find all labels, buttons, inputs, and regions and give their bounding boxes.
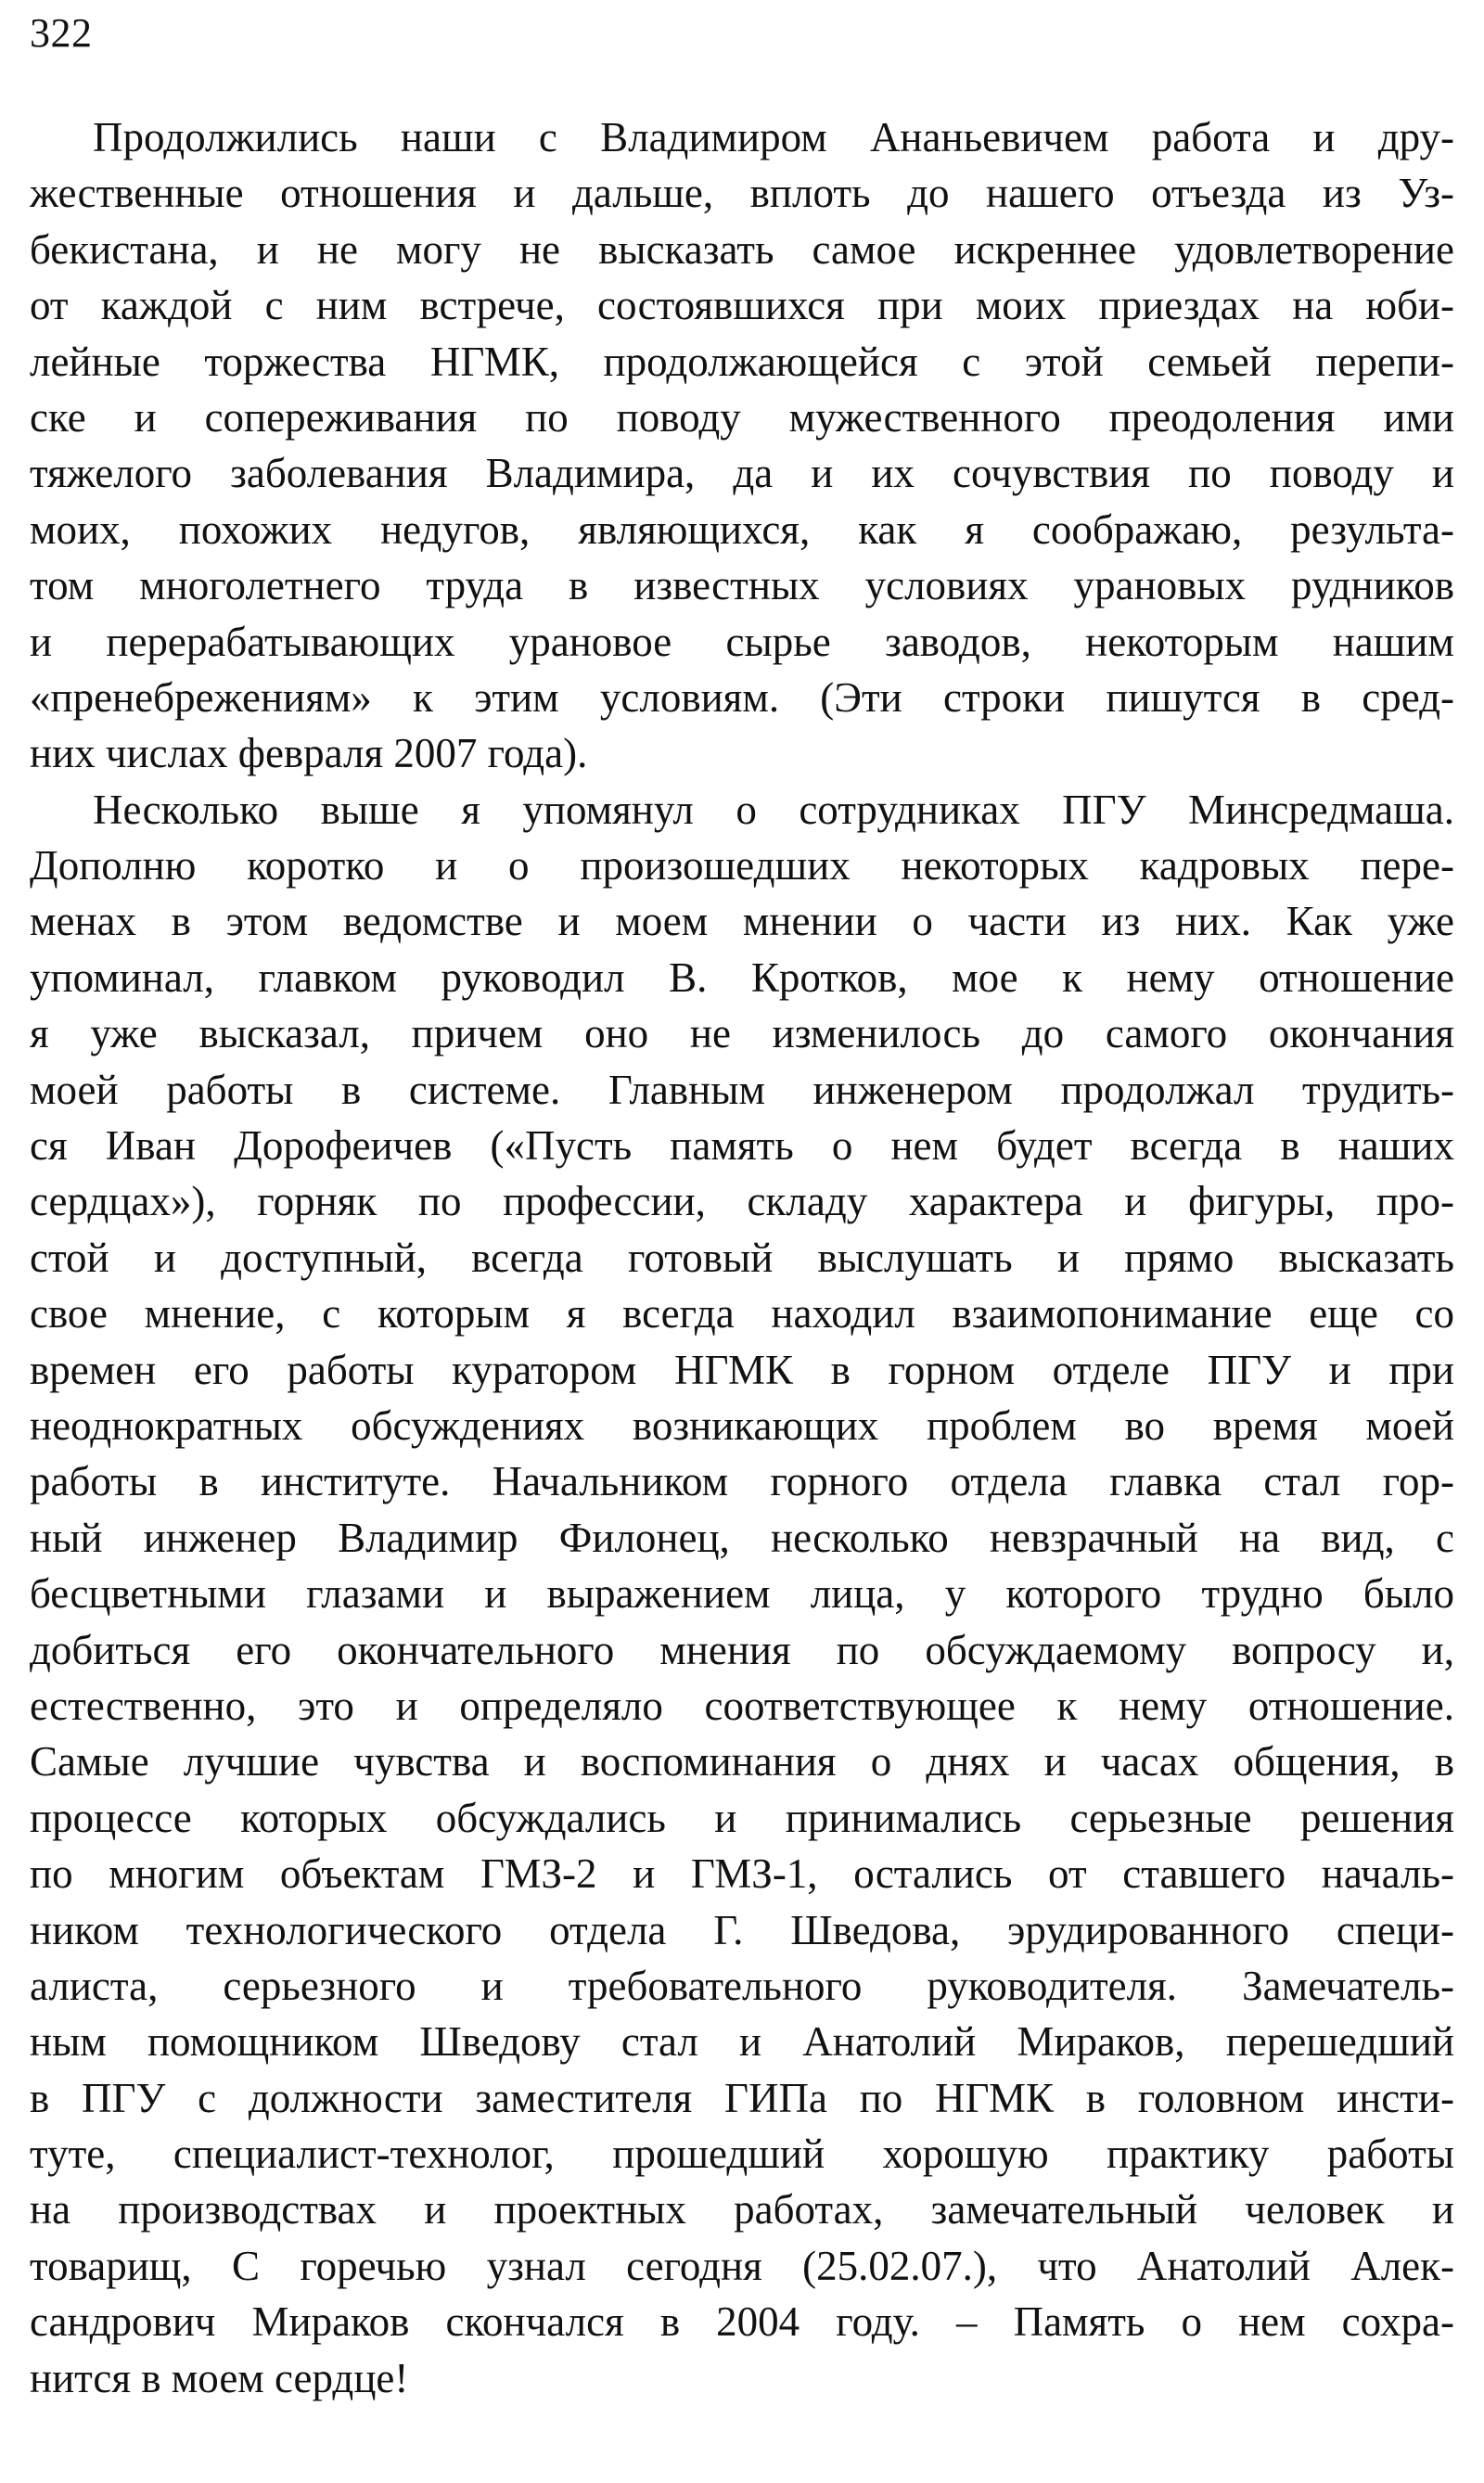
text-line: на производствах и проектных работах, замечательный человек и	[30, 2186, 1454, 2233]
text-line: от каждой с ним встрече, состоявшихся при моих приездах на юби-	[30, 282, 1454, 329]
text-line: процессе которых обсуждались и принимались серьезные решения	[30, 1794, 1454, 1841]
text-line: тяжелого заболевания Владимира, да и их сочувствия по поводу и	[30, 450, 1454, 497]
text-line: лейные торжества НГМК, продолжающейся с этой семьей перепи-	[30, 338, 1454, 385]
text-line: времен его работы куратором НГМК в горном отделе ПГУ и при	[30, 1346, 1454, 1393]
text-line: работы в институте. Начальником горного отдела главка стал гор-	[30, 1458, 1454, 1505]
text-line: ным помощником Шведову стал и Анатолий Мираков, перешедший	[30, 2018, 1454, 2066]
text-line: свое мнение, с которым я всегда находил взаимопонимание еще со	[30, 1290, 1454, 1337]
text-line: ником технологического отдела Г. Шведова, эрудированного специ-	[30, 1906, 1454, 1953]
text-line: туте, специалист-технолог, прошедший хорошую практику работы	[30, 2131, 1454, 2178]
page-number: 322	[30, 10, 93, 56]
text-line: в ПГУ с должности заместителя ГИПа по НГМК в головном инсти-	[30, 2074, 1454, 2121]
text-line: менах в этом ведомстве и моем мнении о части из них. Как уже	[30, 898, 1454, 945]
paragraph-2	[30, 782, 1454, 2406]
text-line: «пренебрежениям» к этим условиям. (Эти строки пишутся в сред-	[30, 673, 1454, 721]
text-line: ся Иван Дорофеичев («Пусть память о нем будет всегда в наших	[30, 1122, 1454, 1170]
text-line: стой и доступный, всегда готовый выслушать и прямо высказать	[30, 1234, 1454, 1281]
text-line: том многолетнего труда в известных условиях урановых рудников	[30, 562, 1454, 609]
text-line: упоминал, главком руководил В. Кротков, мое к нему отношение	[30, 954, 1454, 1001]
text-line: я уже высказал, причем оно не изменилось до самого окончания	[30, 1010, 1454, 1057]
text-line: добиться его окончательного мнения по обсуждаемому вопросу и,	[30, 1626, 1454, 1673]
text-line: сандрович Мираков скончался в 2004 году. – Память о нем сохра-	[30, 2298, 1454, 2346]
text-line: неоднократных обсуждениях возникающих проблем во время моей	[30, 1401, 1454, 1449]
text-line: моих, похожих недугов, являющихся, как я соображаю, результа-	[30, 506, 1454, 553]
text-line: по многим объектам ГМЗ-2 и ГМЗ-1, остались от ставшего началь-	[30, 1850, 1454, 1898]
body-text	[30, 109, 1454, 2406]
text-line: ный инженер Владимир Филонец, несколько невзрачный на вид, с	[30, 1514, 1454, 1561]
text-line: Несколько выше я упомянул о сотрудниках ПГУ Минсредмаша.	[93, 786, 1454, 833]
text-line: Самые лучшие чувства и воспоминания о днях и часах общения, в	[30, 1738, 1454, 1785]
text-line: естественно, это и определяло соответствующее к нему отношение.	[30, 1682, 1454, 1729]
text-line: алиста, серьезного и требовательного руководителя. Замечатель-	[30, 1962, 1454, 2009]
text-line: жественные отношения и дальше, вплоть до нашего отъезда из Уз-	[30, 170, 1454, 217]
text-line: нится в моем сердце!	[30, 2354, 409, 2401]
text-line: них числах февраля 2007 года).	[30, 730, 588, 777]
text-line: товарищ, С горечью узнал сегодня (25.02.07.), что Анатолий Алек-	[30, 2242, 1454, 2289]
text-line: Продолжились наши с Владимиром Ананьевичем работа и дру-	[93, 114, 1454, 160]
text-line: бесцветными глазами и выражением лица, у которого трудно было	[30, 1570, 1454, 1618]
paragraph-1	[30, 109, 1454, 782]
text-line: и перерабатывающих урановое сырье заводов, некоторым нашим	[30, 618, 1454, 665]
text-line: сердцах»), горняк по профессии, складу характера и фигуры, про-	[30, 1178, 1454, 1225]
text-line: моей работы в системе. Главным инженером продолжал трудить-	[30, 1066, 1454, 1113]
text-line: ске и сопереживания по поводу мужественного преодоления ими	[30, 393, 1454, 441]
text-line: Дополню коротко и о произошедших некоторых кадровых пере-	[30, 842, 1454, 890]
text-line: бекистана, и не могу не высказать самое искреннее удовлетворение	[30, 225, 1454, 273]
